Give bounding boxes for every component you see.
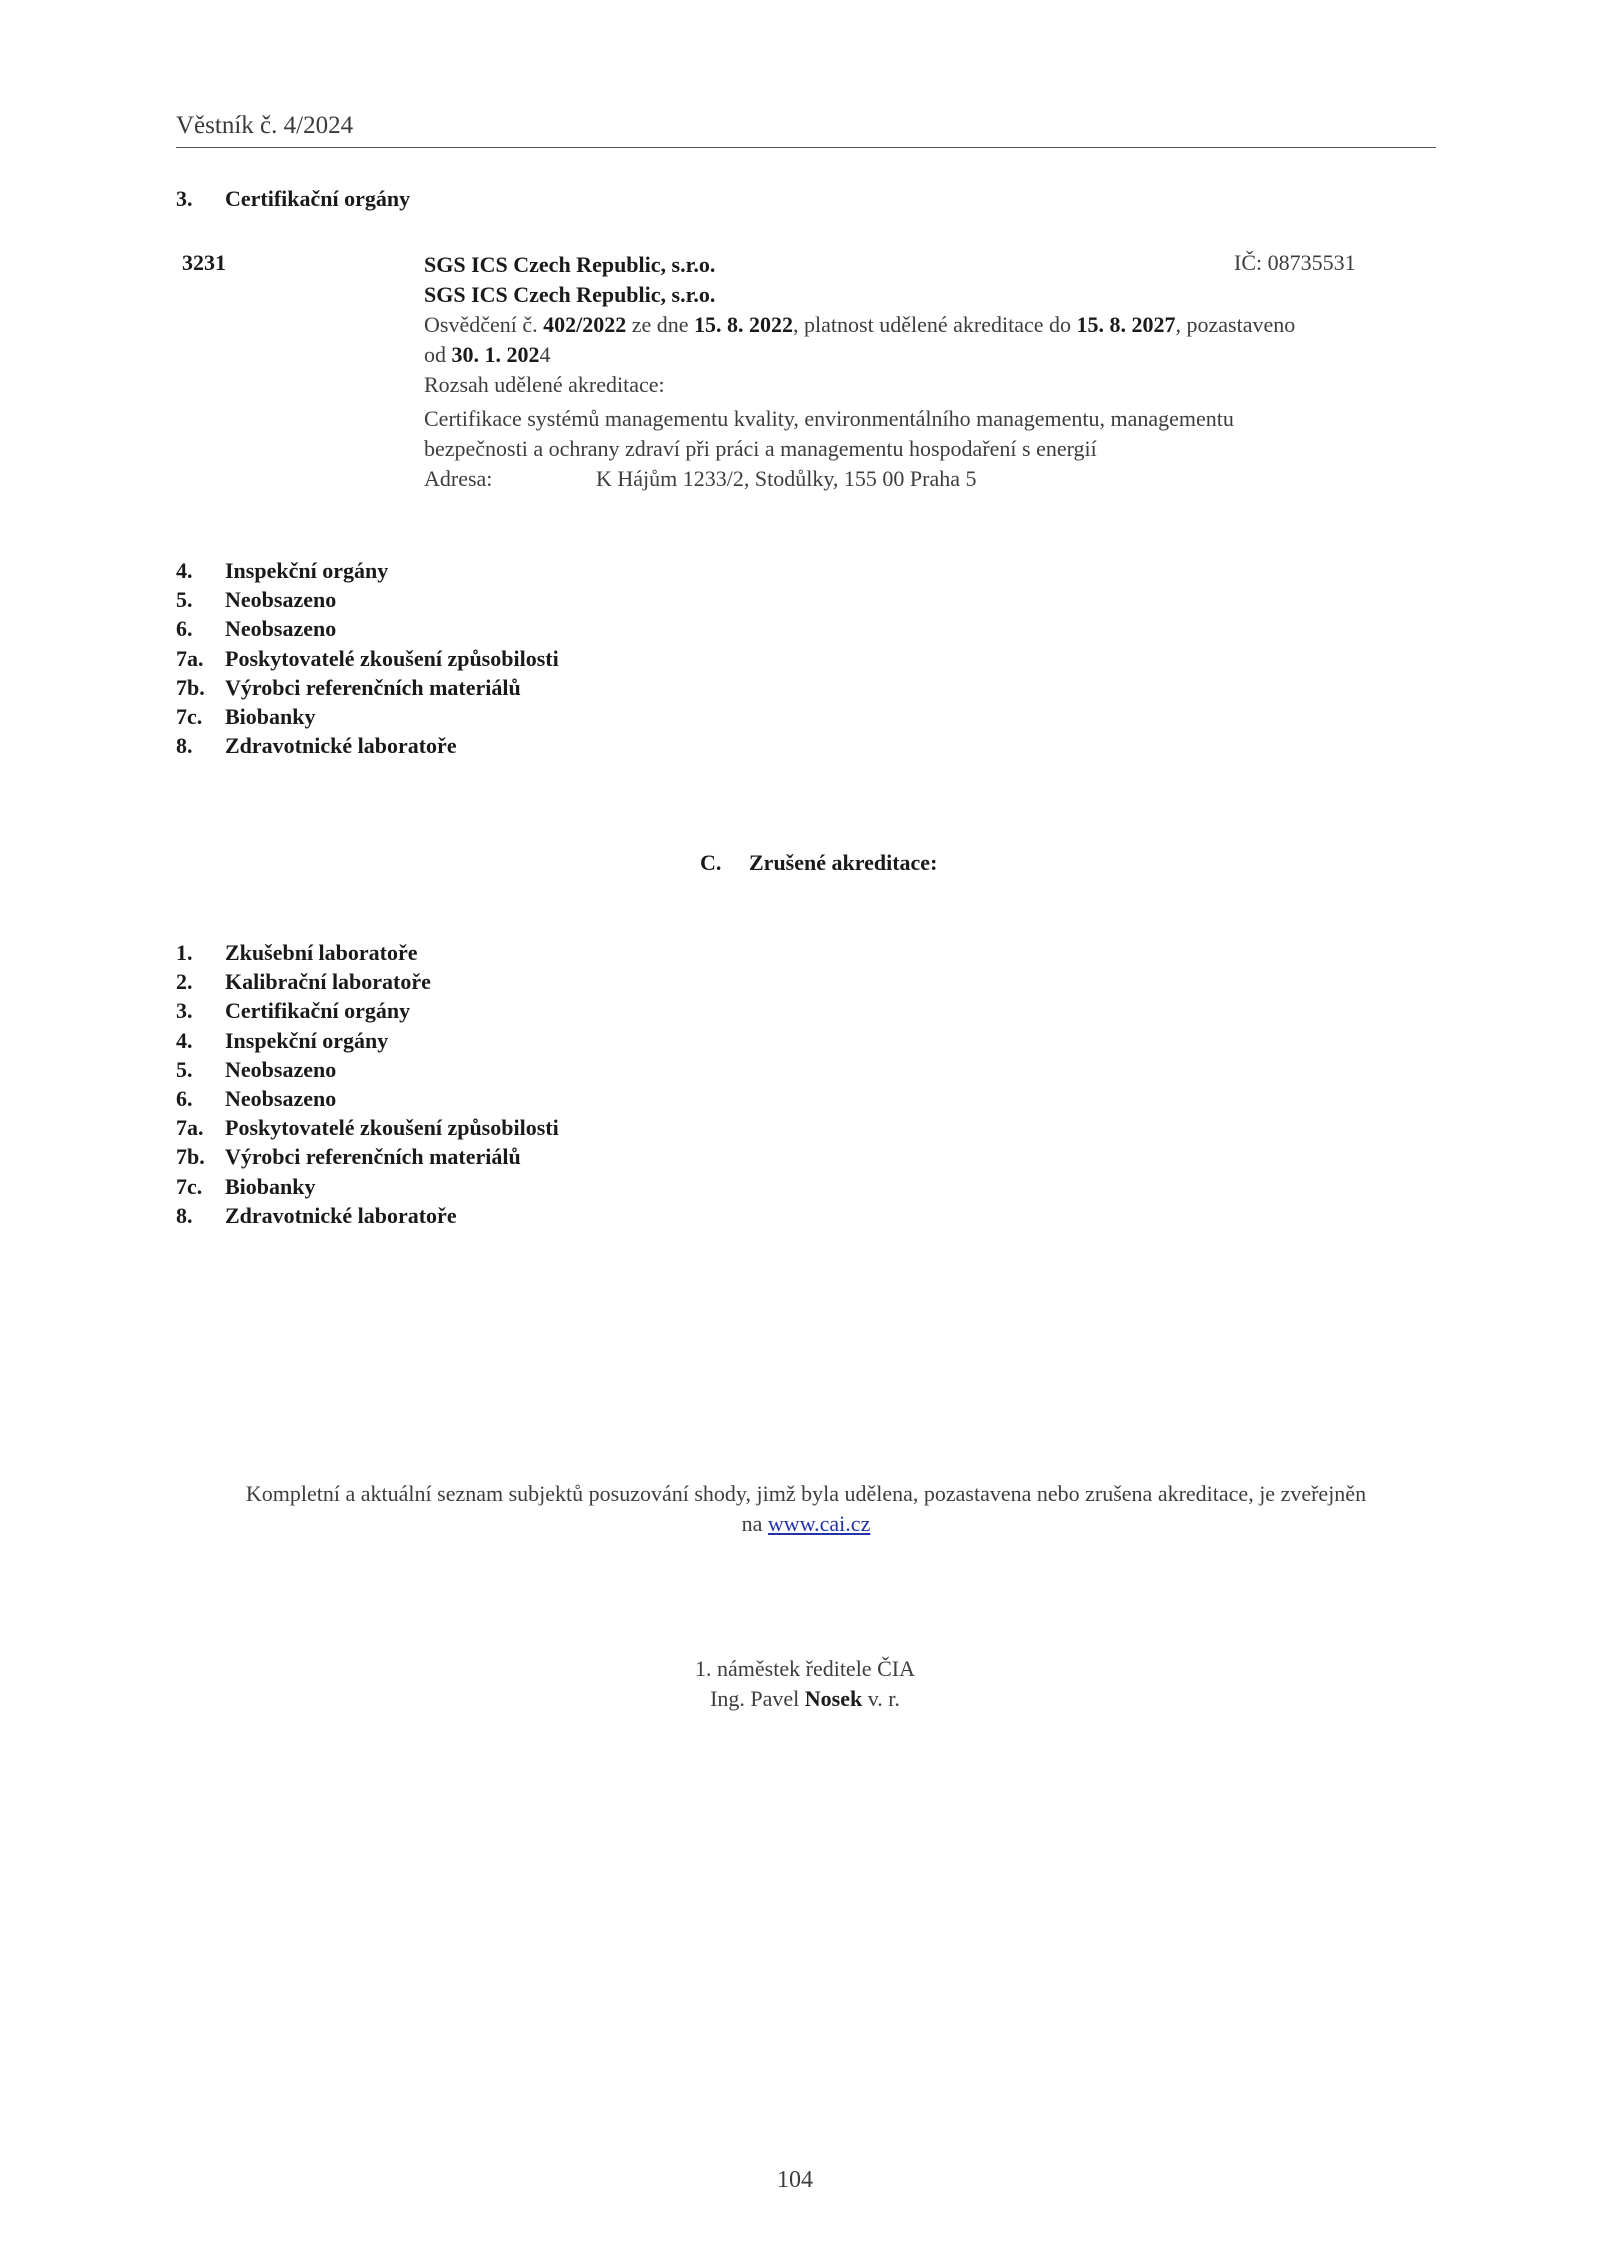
list-item: 7b. Výrobci referenčních materiálů (176, 1144, 521, 1170)
register-note (176, 1479, 1436, 1539)
section-list-b (176, 556, 559, 760)
list-item: 2. Kalibrační laboratoře (176, 969, 431, 995)
section-label: Certifikační orgány (225, 186, 411, 211)
section-number: 3. (176, 186, 193, 211)
list-item: 6. Neobsazeno (176, 616, 337, 642)
list-item: 6. Neobsazeno (176, 1086, 337, 1112)
scope-text-line-1: Certifikace systémů managementu kvality, environmentálního managementu, managementu (424, 406, 1234, 431)
suspension-line: od 30. 1. 2024 (424, 342, 551, 367)
scope-label: Rozsah udělené akreditace: (424, 372, 665, 397)
page-number: 104 (777, 2167, 813, 2193)
list-item: 5. Neobsazeno (176, 587, 337, 613)
section-label: Zrušené akreditace: (749, 850, 938, 875)
list-item: 7b. Výrobci referenčních materiálů (176, 674, 521, 700)
list-item: 7a. Poskytovatelé zkoušení způsobilosti (176, 645, 559, 671)
list-item: 3. Certifikační orgány (176, 998, 411, 1024)
signature-block (0, 1654, 1600, 1714)
org-name: SGS ICS Czech Republic, s.r.o. (424, 252, 716, 277)
suspension-date: 30. 1. 202 (451, 342, 540, 367)
list-item: 7a. Poskytovatelé zkoušení způsobilosti (176, 1115, 559, 1141)
address-label: Adresa: (424, 466, 493, 491)
list-item: 1. Zkušební laboratoře (176, 940, 418, 965)
certificate-date: 15. 8. 2022 (694, 312, 794, 337)
certificate-number: 402/2022 (543, 312, 627, 337)
scope-text-line-2: bezpečnosti a ochrany zdraví při práci a managementu hospodaření s energií (424, 436, 1097, 461)
list-item: 4. Inspekční orgány (176, 558, 389, 583)
page-header (176, 112, 1436, 140)
list-item: 5. Neobsazeno (176, 1056, 337, 1082)
address-line (424, 464, 1434, 494)
org-name-secondary: SGS ICS Czech Republic, s.r.o. (424, 282, 716, 307)
signatory-role: 1. náměstek ředitele ČIA (695, 1656, 915, 1681)
section-number: C. (700, 850, 722, 875)
note-line-2: na www.cai.cz (741, 1511, 871, 1536)
entry-body (424, 250, 1434, 494)
list-item: 7c. Biobanky (176, 1173, 316, 1199)
validity-date: 15. 8. 2027 (1076, 312, 1176, 337)
header-divider (176, 147, 1436, 148)
list-item: 7c. Biobanky (176, 704, 316, 730)
cai-website-link[interactable]: www.cai.cz (767, 1511, 871, 1536)
certificate-line: Osvědčení č. 402/2022 ze dne 15. 8. 2022, platnost udělené akreditace do 15. 8. 2027, pozastaveno (424, 312, 1296, 337)
section-list-c (176, 938, 559, 1230)
journal-title: Věstník č. 4/2024 (176, 112, 354, 139)
section-3-heading (176, 186, 410, 212)
list-item: 8. Zdravotnické laboratoře (176, 733, 457, 759)
entry-id: 3231 (182, 250, 226, 275)
list-item: 8. Zdravotnické laboratoře (176, 1202, 457, 1228)
list-item: 4. Inspekční orgány (176, 1027, 389, 1053)
signatory-name: Ing. Pavel Nosek v. r. (710, 1686, 900, 1711)
org-ico: IČ: 08735531 (1234, 250, 1356, 275)
address-value: K Hájům 1233/2, Stodůlky, 155 00 Praha 5 (596, 466, 977, 491)
note-line-1: Kompletní a aktuální seznam subjektů posuzování shody, jimž byla udělena, pozastavena nebo zrušena akreditace, je zveřejněn (245, 1481, 1367, 1506)
